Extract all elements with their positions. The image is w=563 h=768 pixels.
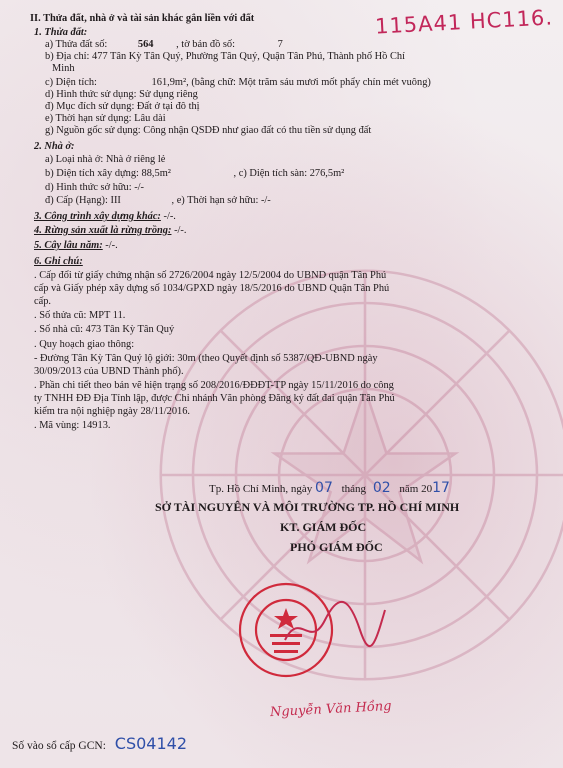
note-line-7: - Đường Tân Kỳ Tân Quý lộ giới: 30m (theo Quyết định số 5387/QĐ-UBND ngày (34, 353, 378, 364)
deputy-director: PHÓ GIÁM ĐỐC (290, 540, 383, 554)
date-month: 02 (372, 480, 391, 496)
section-title: II. Thửa đất, nhà ở và tài sản khác gắn liền với đất (30, 13, 255, 24)
note-line-5: . Số nhà cũ: 473 Tân Kỳ Tân Quý (34, 324, 175, 335)
notes-heading: 6. Ghi chú: (34, 256, 83, 267)
handwritten-note: 115A41 HC116. (374, 5, 554, 39)
issuing-agency: SỞ TÀI NGUYÊN VÀ MÔI TRƯỜNG TP. HỒ CHÍ MINH (155, 500, 460, 514)
note-line-11: kiểm tra nội nghiệp ngày 28/11/2016. (34, 406, 191, 417)
signature-stroke-icon (280, 590, 390, 660)
use-term: e) Thời hạn sử dụng: Lâu dài (45, 113, 166, 124)
note-line-9: . Phần chi tiết theo bản vẽ hiện trạng số 208/2016/ĐĐĐT-TP ngày 15/11/2016 do công (34, 380, 394, 391)
ownership-form: d) Hình thức sở hữu: -/- (45, 182, 145, 193)
address-line-2: Minh (52, 63, 75, 74)
use-purpose: đ) Mục đích sử dụng: Đất ở tại đô thị (45, 101, 200, 112)
house-heading: 2. Nhà ở: (34, 141, 75, 152)
parcel-row (45, 39, 283, 51)
construction-heading: 3. Công trình xây dựng khác: (34, 211, 161, 222)
area-label: c) Diện tích: (45, 77, 97, 88)
perennial-heading: 5. Cây lâu năm: (34, 240, 103, 251)
date-year: 17 (432, 480, 450, 496)
land-heading: 1. Thửa đất: (34, 27, 88, 38)
note-line-1: . Cấp đổi từ giấy chứng nhận số 2726/2004 ngày 12/5/2004 do UBND quận Tân Phú (34, 270, 387, 281)
floor-area: , c) Diện tích sàn: 276,5m² (233, 168, 345, 179)
registry-number: CS04142 (114, 734, 188, 753)
kt-director: KT. GIÁM ĐỐC (280, 520, 367, 534)
ownership-term: , e) Thời hạn sở hữu: -/- (171, 195, 271, 206)
area-value: 161,9m², (bằng chữ: Một trăm sáu mươi mốt phẩy chín mét vuông) (151, 77, 431, 88)
parcel-number: 564 (137, 39, 154, 50)
area-row (45, 77, 431, 89)
registry-label: Số vào sổ cấp GCN: (12, 740, 106, 752)
address-row (45, 51, 405, 63)
registry-row (12, 734, 188, 753)
use-origin: g) Nguồn gốc sử dụng: Công nhận QSDĐ như giao đất có thu tiền sử dụng đất (45, 125, 372, 136)
construction-value: -/-. (160, 211, 176, 222)
forest-value: -/-. (171, 225, 187, 236)
perennial-value: -/-. (102, 240, 118, 251)
note-line-12: . Mã vùng: 14913. (34, 420, 111, 431)
forest-row (34, 225, 186, 237)
construction-row (34, 211, 176, 223)
note-line-10: ty TNHH ĐĐ Địa Tỉnh lập, được Chi nhánh Văn phòng Đăng ký đất đai quận Tân Phú (34, 393, 395, 404)
date-day: 07 (315, 480, 333, 496)
build-area: b) Diện tích xây dựng: 88,5m² (45, 168, 171, 179)
house-type: a) Loại nhà ở: Nhà ở riêng lẻ (45, 154, 166, 165)
grade-row (45, 195, 271, 207)
note-line-8: 30/09/2013 của UBND Thành phố). (34, 366, 184, 377)
parcel-label: a) Thửa đất số: (45, 39, 108, 50)
address-label: b) Địa chỉ: (45, 51, 90, 62)
note-line-4: . Số thửa cũ: MPT 11. (34, 310, 126, 321)
signer-name: Nguyễn Văn Hồng (269, 698, 392, 721)
use-form: d) Hình thức sử dụng: Sử dụng riêng (45, 89, 198, 100)
perennial-row (34, 240, 118, 252)
address-line-1: 477 Tân Kỳ Tân Quý, Phường Tân Quý, Quận Tân Phú, Thành phố Hồ Chí (92, 51, 405, 62)
house-area-row (45, 168, 344, 180)
year-label: năm 20 (399, 483, 433, 495)
month-label: tháng (341, 483, 367, 495)
note-line-3: cấp. (34, 296, 52, 307)
house-grade: đ) Cấp (Hạng): III (45, 195, 121, 206)
place-date (209, 482, 450, 495)
place-date-prefix: Tp. Hồ Chí Minh, ngày (209, 483, 313, 495)
note-line-6: . Quy hoạch giao thông: (34, 339, 135, 350)
map-number: 7 (277, 39, 283, 50)
note-line-2: cấp và Giấy phép xây dựng số 1034/GPXD ngày 18/5/2016 do UBND Quận Tân Phú (34, 283, 390, 294)
forest-heading: 4. Rừng sản xuất là rừng trồng: (34, 225, 172, 236)
map-label: , tờ bản đồ số: (176, 39, 235, 50)
